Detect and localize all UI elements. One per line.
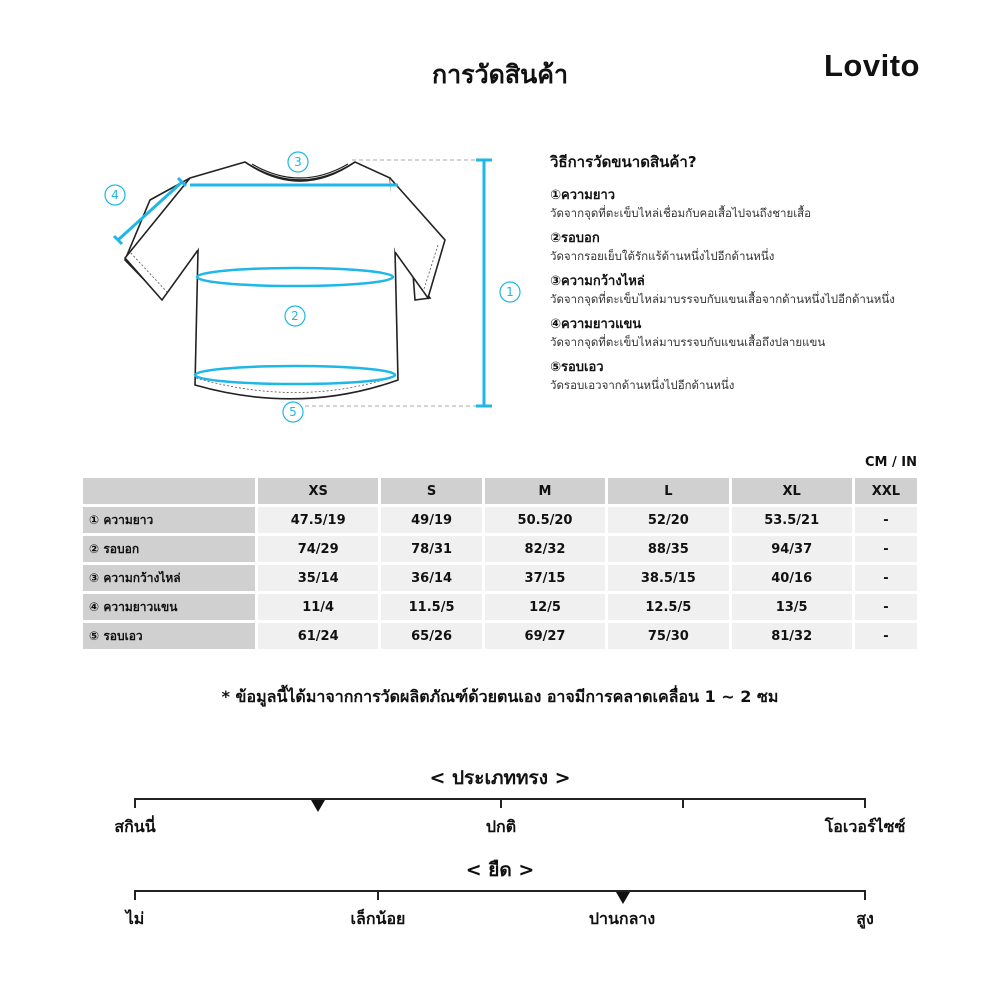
guide-item [550,184,970,223]
row-label: ④ ความยาวแขน [83,594,255,620]
table-cell: 74/29 [258,536,378,562]
size-header: S [381,478,482,504]
table-cell: 47.5/19 [258,507,378,533]
guide-item [550,227,970,266]
marker-5: 5 [289,405,297,419]
table-cell: 75/30 [608,623,728,649]
table-row [83,594,917,620]
guide-item-title: ⑤รอบเอว [550,360,604,375]
table-cell: 81/32 [732,623,852,649]
table-row [83,507,917,533]
fit-label: สกินนี่ [114,817,156,836]
size-header: M [485,478,605,504]
table-cell: 53.5/21 [732,507,852,533]
fit-tick [682,798,684,808]
table-cell: 11.5/5 [381,594,482,620]
stretch-label: ปานกลาง [588,909,656,928]
brand-logo: Lovito [824,48,920,83]
table-corner [83,478,255,504]
fit-scale-title: < ประเภททรง > [429,767,571,789]
guide-item-title: ④ความยาวแขน [550,317,642,332]
marker-3: 3 [294,155,302,169]
table-cell: 13/5 [732,594,852,620]
stretch-tick [377,890,379,900]
guide-item-title: ③ความกว้างไหล่ [550,274,645,289]
stretch-label: เล็กน้อย [350,909,406,928]
marker-4: 4 [111,188,119,202]
table-row [83,623,917,649]
guide-heading: วิธีการวัดขนาดสินค้า? [550,153,697,171]
table-cell: 37/15 [485,565,605,591]
garment-diagram [90,140,530,440]
table-cell: 52/20 [608,507,728,533]
stretch-label: สูง [856,909,874,928]
table-cell: 65/26 [381,623,482,649]
unit-label: CM / IN [865,455,917,470]
fit-indicator-icon [311,800,325,812]
table-cell: - [855,536,917,562]
tshirt-illustration [90,140,530,440]
table-cell: 36/14 [381,565,482,591]
table-cell: 49/19 [381,507,482,533]
table-row [83,565,917,591]
table-cell: - [855,594,917,620]
guide-item-desc: วัดรอบเอวจากด้านหนึ่งไปอีกด้านหนึ่ง [550,378,735,392]
table-cell: 12/5 [485,594,605,620]
stretch-indicator-icon [616,892,630,904]
table-cell: 88/35 [608,536,728,562]
table-cell: 40/16 [732,565,852,591]
guide-item-title: ①ความยาว [550,188,616,203]
size-table [80,475,920,652]
stretch-label: ไม่ [125,909,145,928]
fit-label: ปกติ [485,817,517,836]
guide-item-desc: วัดจากจุดที่ตะเข็บไหล่มาบรรจบกับแขนเสื้อถึงปลายแขน [550,335,826,349]
guide-item-desc: วัดจากรอยเย็บใต้รักแร้ด้านหนึ่งไปอีกด้านหนึ่ง [550,249,775,263]
fit-tick [134,798,136,808]
page-title: การวัดสินค้า [432,60,568,89]
table-cell: 82/32 [485,536,605,562]
guide-item-desc: วัดจากจุดที่ตะเข็บไหล่มาบรรจบกับแขนเสื้อจากด้านหนึ่งไปอีกด้านหนึ่ง [550,292,895,306]
stretch-tick [864,890,866,900]
stretch-scale-line [135,890,866,892]
size-header: L [608,478,728,504]
fit-tick [500,798,502,808]
table-cell: 78/31 [381,536,482,562]
table-cell: 50.5/20 [485,507,605,533]
table-cell: - [855,623,917,649]
measurement-guide [550,150,970,398]
guide-item-desc: วัดจากจุดที่ตะเข็บไหล่เชื่อมกับคอเสื้อไปจนถึงชายเสื้อ [550,206,812,220]
table-cell: 35/14 [258,565,378,591]
guide-item-title: ②รอบอก [550,231,600,246]
table-cell: 12.5/5 [608,594,728,620]
stretch-tick [134,890,136,900]
table-cell: 61/24 [258,623,378,649]
size-header: XXL [855,478,917,504]
fit-label: โอเวอร์ไซซ์ [824,817,906,836]
row-label: ① ความยาว [83,507,255,533]
guide-item [550,270,970,309]
fit-tick [864,798,866,808]
size-header: XS [258,478,378,504]
guide-item [550,356,970,395]
table-cell: 38.5/15 [608,565,728,591]
table-cell: 11/4 [258,594,378,620]
table-row [83,536,917,562]
size-header: XL [732,478,852,504]
row-label: ③ ความกว้างไหล่ [83,565,255,591]
row-label: ⑤ รอบเอว [83,623,255,649]
measurement-note: * ข้อมูลนี้ได้มาจากการวัดผลิตภัณฑ์ด้วยตนเอง อาจมีการคลาดเคลื่อน 1 ~ 2 ซม [221,687,779,706]
table-cell: 94/37 [732,536,852,562]
marker-1: 1 [506,285,514,299]
stretch-scale-title: < ยืด > [465,859,535,881]
marker-2: 2 [291,309,299,323]
guide-item [550,313,970,352]
table-cell: - [855,507,917,533]
table-header-row [83,478,917,504]
table-cell: - [855,565,917,591]
table-cell: 69/27 [485,623,605,649]
row-label: ② รอบอก [83,536,255,562]
